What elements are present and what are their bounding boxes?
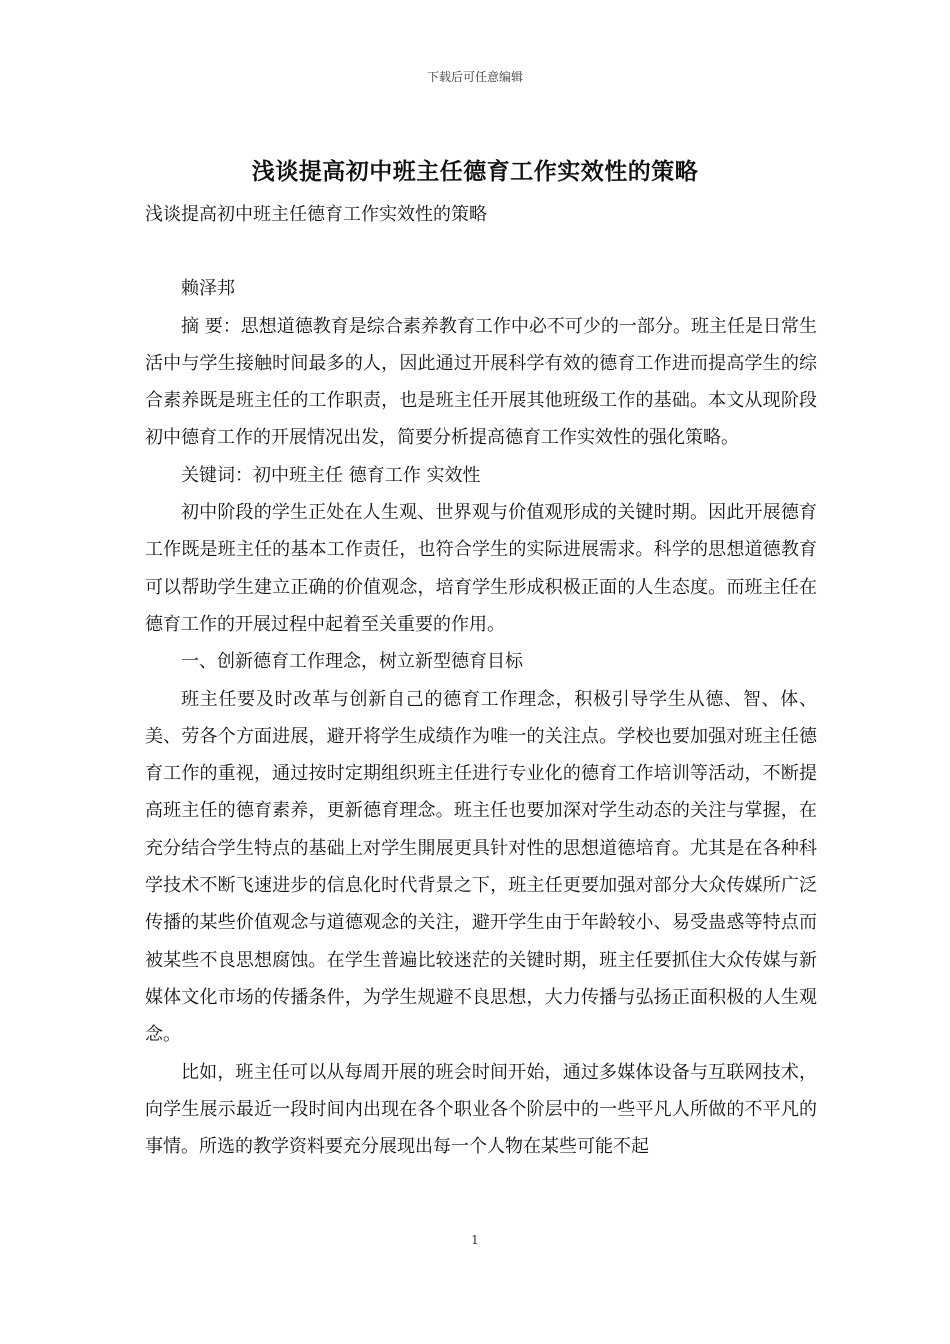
body-paragraph: 初中阶段的学生正处在人生观、世界观与价值观形成的关键时期。因此开展德育工作既是班主任的基本工作责任，也符合学生的实际进展需求。科学的思想道德教育可以帮助学生建立正确的价值观念，培育学生形成积极正面的人生态度。而班主任在德育工作的开展过程中起着至关重要的作用。 <box>145 502 817 635</box>
document-title: 浅谈提高初中班主任德育工作实效性的策略 <box>251 158 699 185</box>
blank-line <box>145 233 817 270</box>
body-paragraph: 班主任要及时改革与创新自己的德育工作理念，积极引导学生从德、智、体、美、劳各个方面进展，避开将学生成绩作为唯一的关注点。学校也要加强对班主任德育工作的重视，通过按时定期组织班主任进行专业化的德育工作培训等活动，不断提高班主任的德育素养，更新德育理念。班主任也要加深对学生动态的关注与掌握，在充分结合学生特点的基础上对学生開展更具针对性的思想道德培育。尤其是在各种科学技术不断飞速进步的信息化时代背景之下，班主任更要加强对部分大众传媒所广泛传播的某些价值观念与道德观念的关注，避开学生由于年龄较小、易受蛊惑等特点而被某些不良思想腐蚀。在学生普遍比较迷茫的关键时期，班主任要抓住大众传媒与新媒体文化市场的传播条件，为学生规避不良思想，大力传播与弘扬正面积极的人生观念。 <box>145 688 817 1046</box>
keywords-line: 关键词：初中班主任 德育工作 实效性 <box>181 464 481 486</box>
body-paragraph: 比如，班主任可以从每周开展的班会时间开始，通过多媒体设备与互联网技术，向学生展示最近一段时间内出现在各个职业各个阶层中的一些平凡人所做的不平凡的事情。所选的教学资料要充分展现出每一个人物在某些可能不起 <box>145 1061 817 1158</box>
page-number: 1 <box>471 1233 479 1247</box>
author-name: 赖泽邦 <box>181 278 235 300</box>
abstract-paragraph: 摘 要：思想道德教育是综合素养教育工作中必不可少的一部分。班主任是日常生活中与学生接触时间最多的人，因此通过开展科学有效的德育工作进而提高学生的综合素养既是班主任的工作职责，也是班主任开展其他班级工作的基础。本文从现阶段初中德育工作的开展情况出发，简要分析提高德育工作实效性的强化策略。 <box>145 315 817 449</box>
section-heading: 一、创新德育工作理念，树立新型德育目标 <box>181 651 523 673</box>
document-subtitle: 浅谈提高初中班主任德育工作实效性的策略 <box>145 204 487 225</box>
document-body <box>145 196 817 1165</box>
page-header-note: 下载后可任意编辑 <box>426 70 523 84</box>
